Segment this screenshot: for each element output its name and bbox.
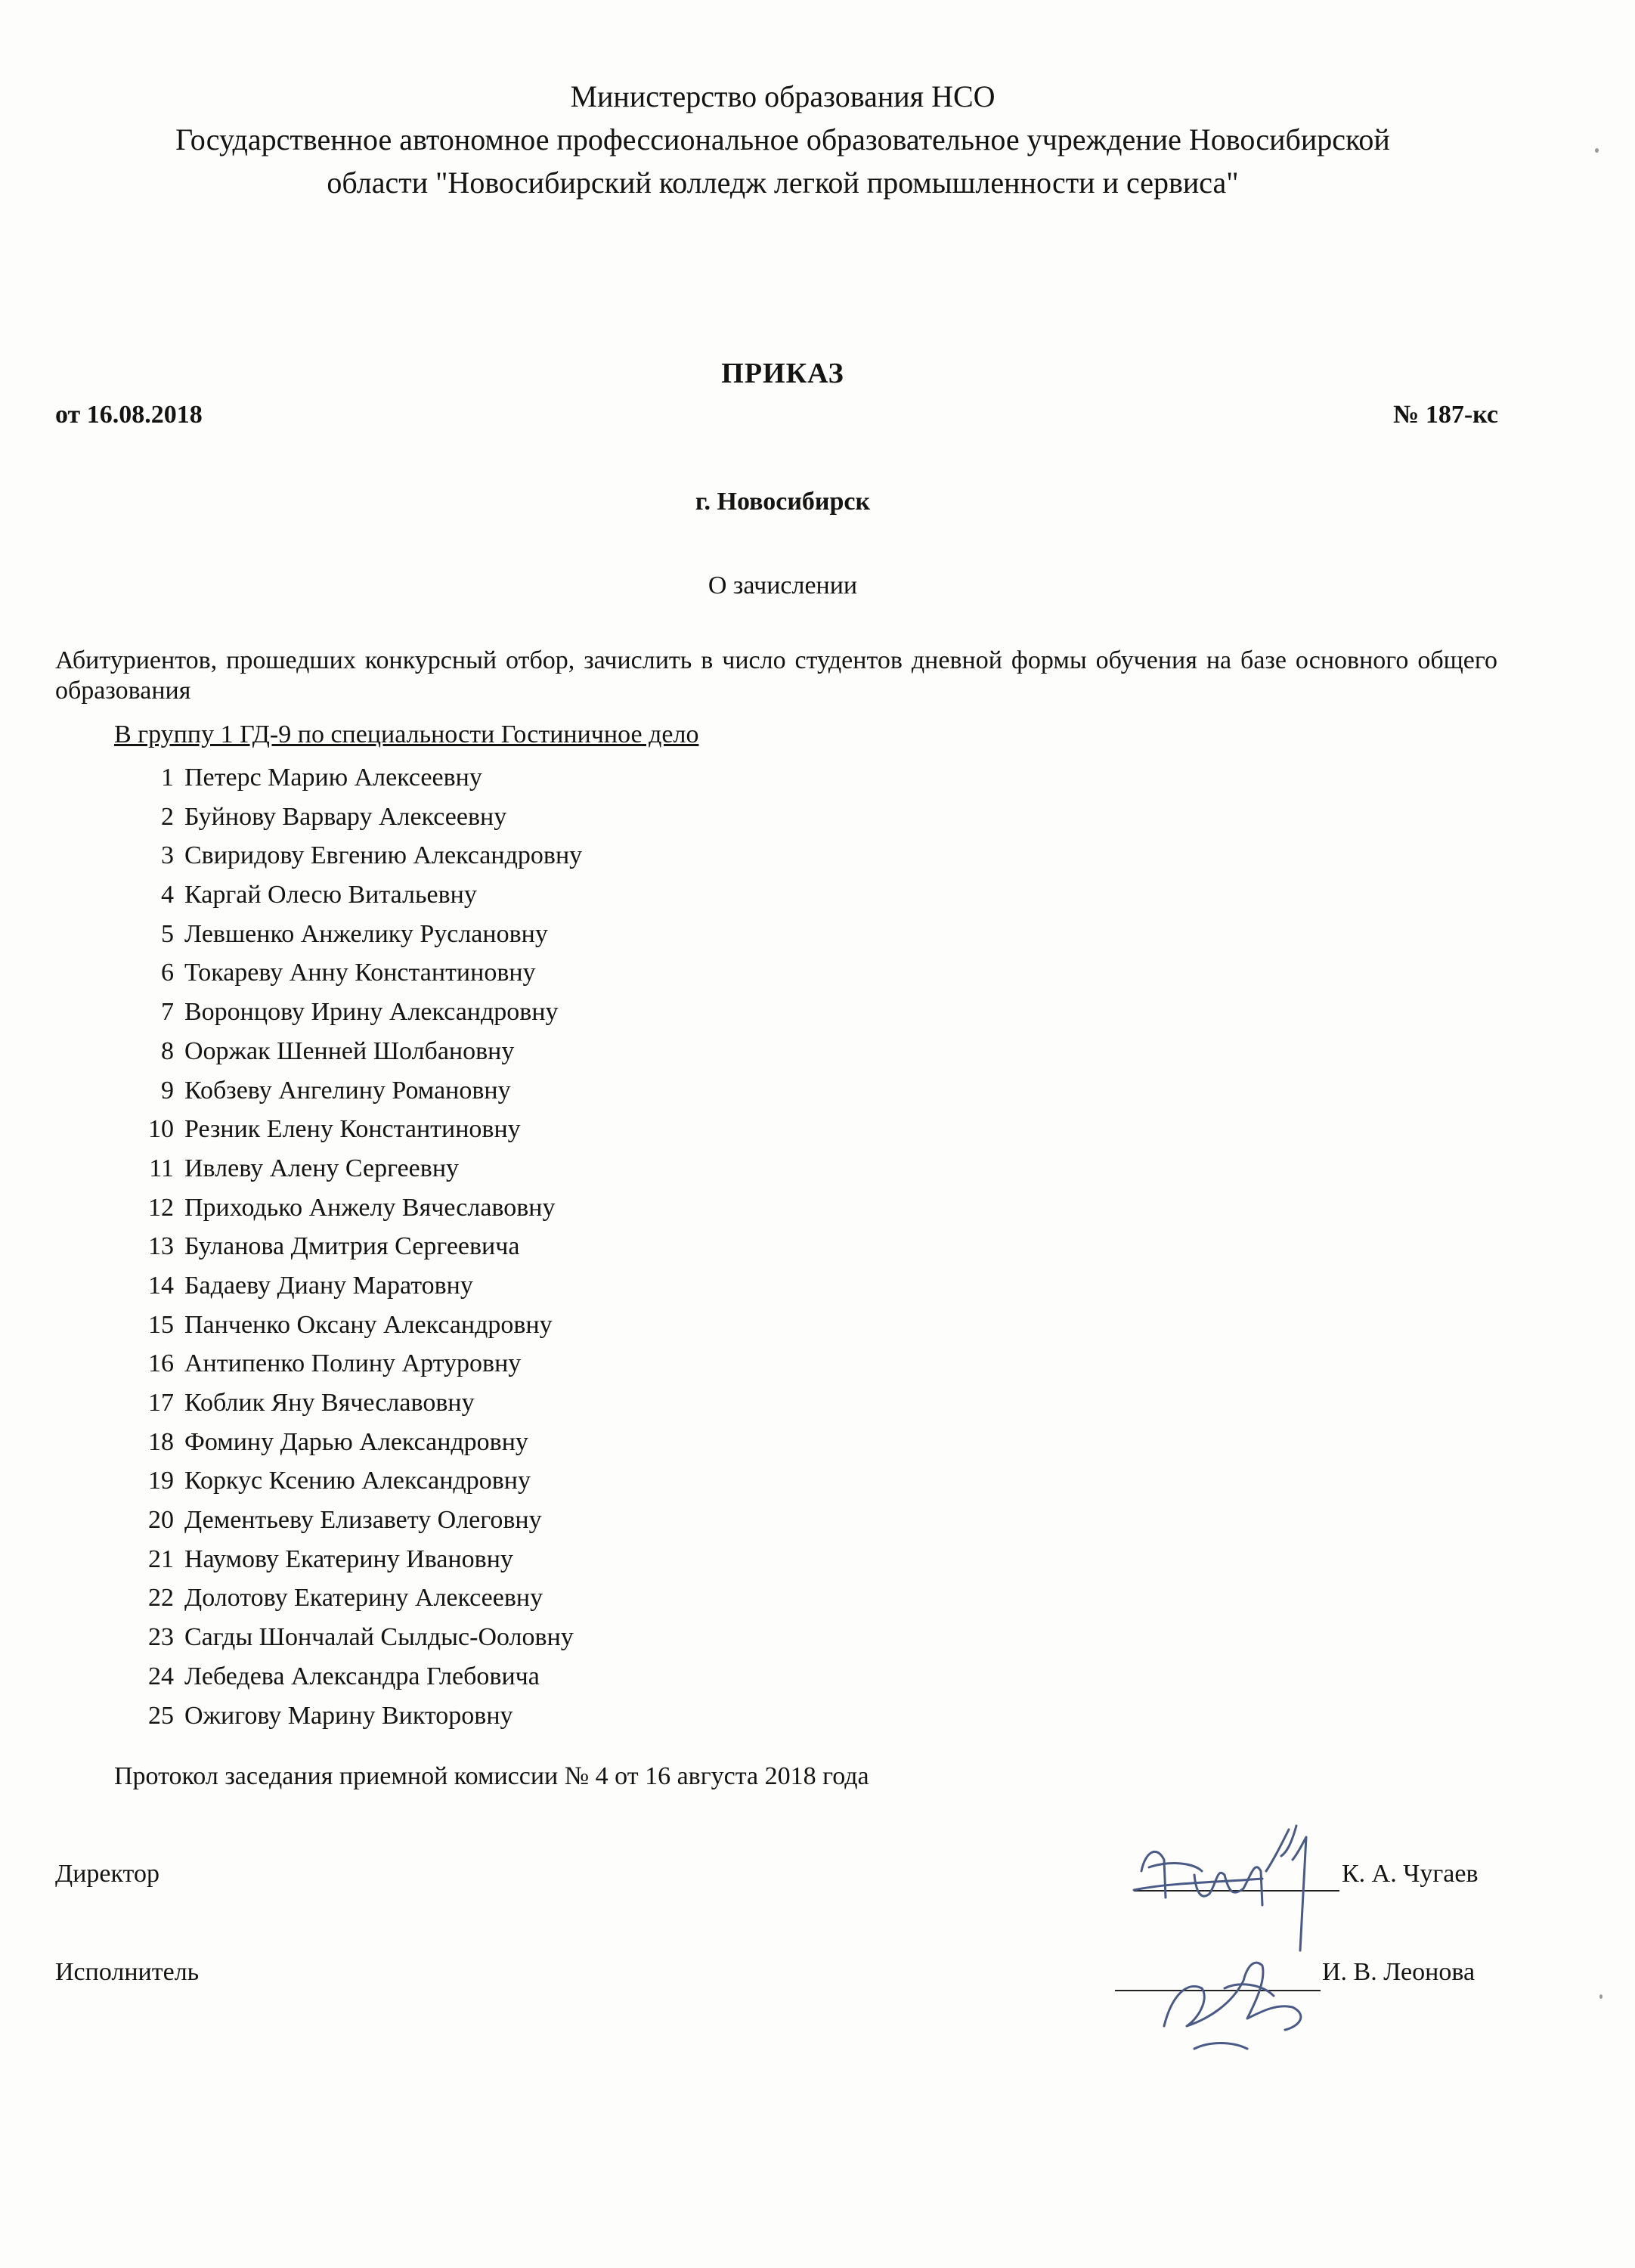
student-list-item bbox=[121, 1696, 582, 1736]
protocol-reference: Протокол заседания приемной комиссии № 4 от 16 августа 2018 года bbox=[114, 1762, 869, 1790]
student-name: Ооржак Шенней Шолбановну bbox=[184, 1036, 515, 1065]
paper-speck bbox=[1595, 148, 1599, 153]
student-list-item bbox=[121, 1188, 582, 1228]
executor-name: И. В. Леонова bbox=[1322, 1958, 1476, 1986]
student-number: 18 bbox=[148, 1427, 174, 1456]
student-number: 12 bbox=[148, 1193, 174, 1222]
student-number: 1 bbox=[161, 764, 174, 792]
student-name: Левшенко Анжелику Руслановну bbox=[184, 919, 548, 948]
student-number: 10 bbox=[148, 1115, 174, 1144]
director-name: К. А. Чугаев bbox=[1342, 1860, 1479, 1888]
student-list-item bbox=[121, 836, 582, 875]
student-list-item bbox=[121, 993, 582, 1032]
order-date: от 16.08.2018 bbox=[55, 401, 203, 429]
student-number: 2 bbox=[161, 802, 174, 831]
student-list-item bbox=[121, 953, 582, 993]
student-number: 9 bbox=[161, 1076, 174, 1105]
student-number: 25 bbox=[148, 1701, 174, 1730]
student-number: 4 bbox=[161, 881, 174, 909]
student-list-item bbox=[121, 1657, 582, 1696]
student-name: Долотову Екатерину Алексеевну bbox=[184, 1584, 543, 1613]
student-number: 20 bbox=[148, 1506, 174, 1535]
student-list bbox=[121, 758, 582, 1735]
student-number: 11 bbox=[149, 1154, 174, 1182]
order-title: ПРИКАЗ bbox=[721, 358, 844, 389]
student-list-item bbox=[121, 915, 582, 954]
student-list-item bbox=[121, 1149, 582, 1188]
student-number: 16 bbox=[148, 1349, 174, 1378]
executor-role: Исполнитель bbox=[55, 1958, 200, 1986]
student-number: 21 bbox=[148, 1545, 174, 1573]
order-number: № 187-кс bbox=[1393, 401, 1498, 429]
student-name: Наумову Екатерину Ивановну bbox=[184, 1545, 513, 1573]
student-name: Токареву Анну Константиновну bbox=[184, 959, 536, 987]
student-list-item bbox=[121, 1071, 582, 1111]
student-list-item bbox=[121, 1501, 582, 1540]
student-name: Воронцову Ирину Александровну bbox=[184, 998, 559, 1027]
director-role: Директор bbox=[55, 1860, 159, 1888]
student-name: Коблик Яну Вячеславовну bbox=[184, 1389, 475, 1417]
paper-speck bbox=[1599, 1994, 1602, 1999]
institution-name-line2: области "Новосибирский колледж легкой промышленности и сервиса" bbox=[327, 166, 1239, 200]
student-name: Панченко Оксану Александровну bbox=[184, 1310, 553, 1339]
order-subject: О зачислении bbox=[708, 572, 858, 600]
ministry-name: Министерство образования НСО bbox=[570, 79, 996, 113]
student-list-item bbox=[121, 875, 582, 915]
student-name: Каргай Олесю Витальевну bbox=[184, 881, 477, 909]
student-name: Бадаеву Диану Маратовну bbox=[184, 1271, 473, 1300]
student-name: Приходько Анжелу Вячеславовну bbox=[184, 1193, 556, 1222]
student-number: 8 bbox=[161, 1036, 174, 1065]
handwritten-signatures bbox=[1111, 1799, 1383, 2071]
student-list-item bbox=[121, 1540, 582, 1579]
student-number: 24 bbox=[148, 1662, 174, 1690]
student-number: 17 bbox=[148, 1389, 174, 1417]
student-name: Свиридову Евгению Александровну bbox=[184, 841, 583, 870]
student-number: 14 bbox=[148, 1271, 174, 1300]
student-name: Резник Елену Константиновну bbox=[184, 1115, 521, 1144]
student-number: 5 bbox=[161, 919, 174, 948]
student-list-item bbox=[121, 1344, 582, 1383]
student-number: 19 bbox=[148, 1467, 174, 1495]
student-number: 23 bbox=[148, 1623, 174, 1652]
student-number: 7 bbox=[161, 998, 174, 1027]
student-list-item bbox=[121, 1579, 582, 1618]
student-name: Буйнову Варвару Алексеевну bbox=[184, 802, 507, 831]
student-name: Фомину Дарью Александровну bbox=[184, 1427, 528, 1456]
student-number: 22 bbox=[148, 1584, 174, 1613]
student-name: Сагды Шончалай Сылдыс-Ооловну bbox=[184, 1623, 574, 1652]
institution-name-line1: Государственное автономное профессиональное образовательное учреждение Новосибирской bbox=[175, 122, 1390, 156]
order-intro-paragraph: Абитуриентов, прошедших конкурсный отбор, зачислить в число студентов дневной формы обучения на базе основного общего образования bbox=[55, 646, 1497, 705]
student-name: Петерс Марию Алексеевну bbox=[184, 764, 482, 792]
student-list-item bbox=[121, 1032, 582, 1071]
student-list-item bbox=[121, 1423, 582, 1462]
student-list-item bbox=[121, 798, 582, 837]
student-name: Буланова Дмитрия Сергеевича bbox=[184, 1232, 520, 1261]
group-heading: В группу 1 ГД-9 по специальности Гостиничное дело bbox=[114, 720, 699, 748]
student-list-item bbox=[121, 758, 582, 798]
student-name: Дементьеву Елизавету Олеговну bbox=[184, 1506, 542, 1535]
student-list-item bbox=[121, 1383, 582, 1423]
student-list-item bbox=[121, 1461, 582, 1501]
student-name: Ивлеву Алену Сергеевну bbox=[184, 1154, 460, 1182]
student-list-item bbox=[121, 1227, 582, 1266]
student-number: 6 bbox=[161, 959, 174, 987]
student-list-item bbox=[121, 1110, 582, 1149]
student-name: Лебедева Александра Глебовича bbox=[184, 1662, 540, 1690]
student-name: Коркус Ксению Александровну bbox=[184, 1467, 531, 1495]
student-name: Кобзеву Ангелину Романовну bbox=[184, 1076, 511, 1105]
student-number: 3 bbox=[161, 841, 174, 870]
student-list-item bbox=[121, 1266, 582, 1306]
student-name: Ожигову Марину Викторовну bbox=[184, 1701, 513, 1730]
student-number: 13 bbox=[148, 1232, 174, 1261]
order-city: г. Новосибирск bbox=[695, 488, 871, 516]
student-list-item bbox=[121, 1618, 582, 1657]
student-name: Антипенко Полину Артуровну bbox=[184, 1349, 522, 1378]
student-number: 15 bbox=[148, 1310, 174, 1339]
student-list-item bbox=[121, 1306, 582, 1345]
